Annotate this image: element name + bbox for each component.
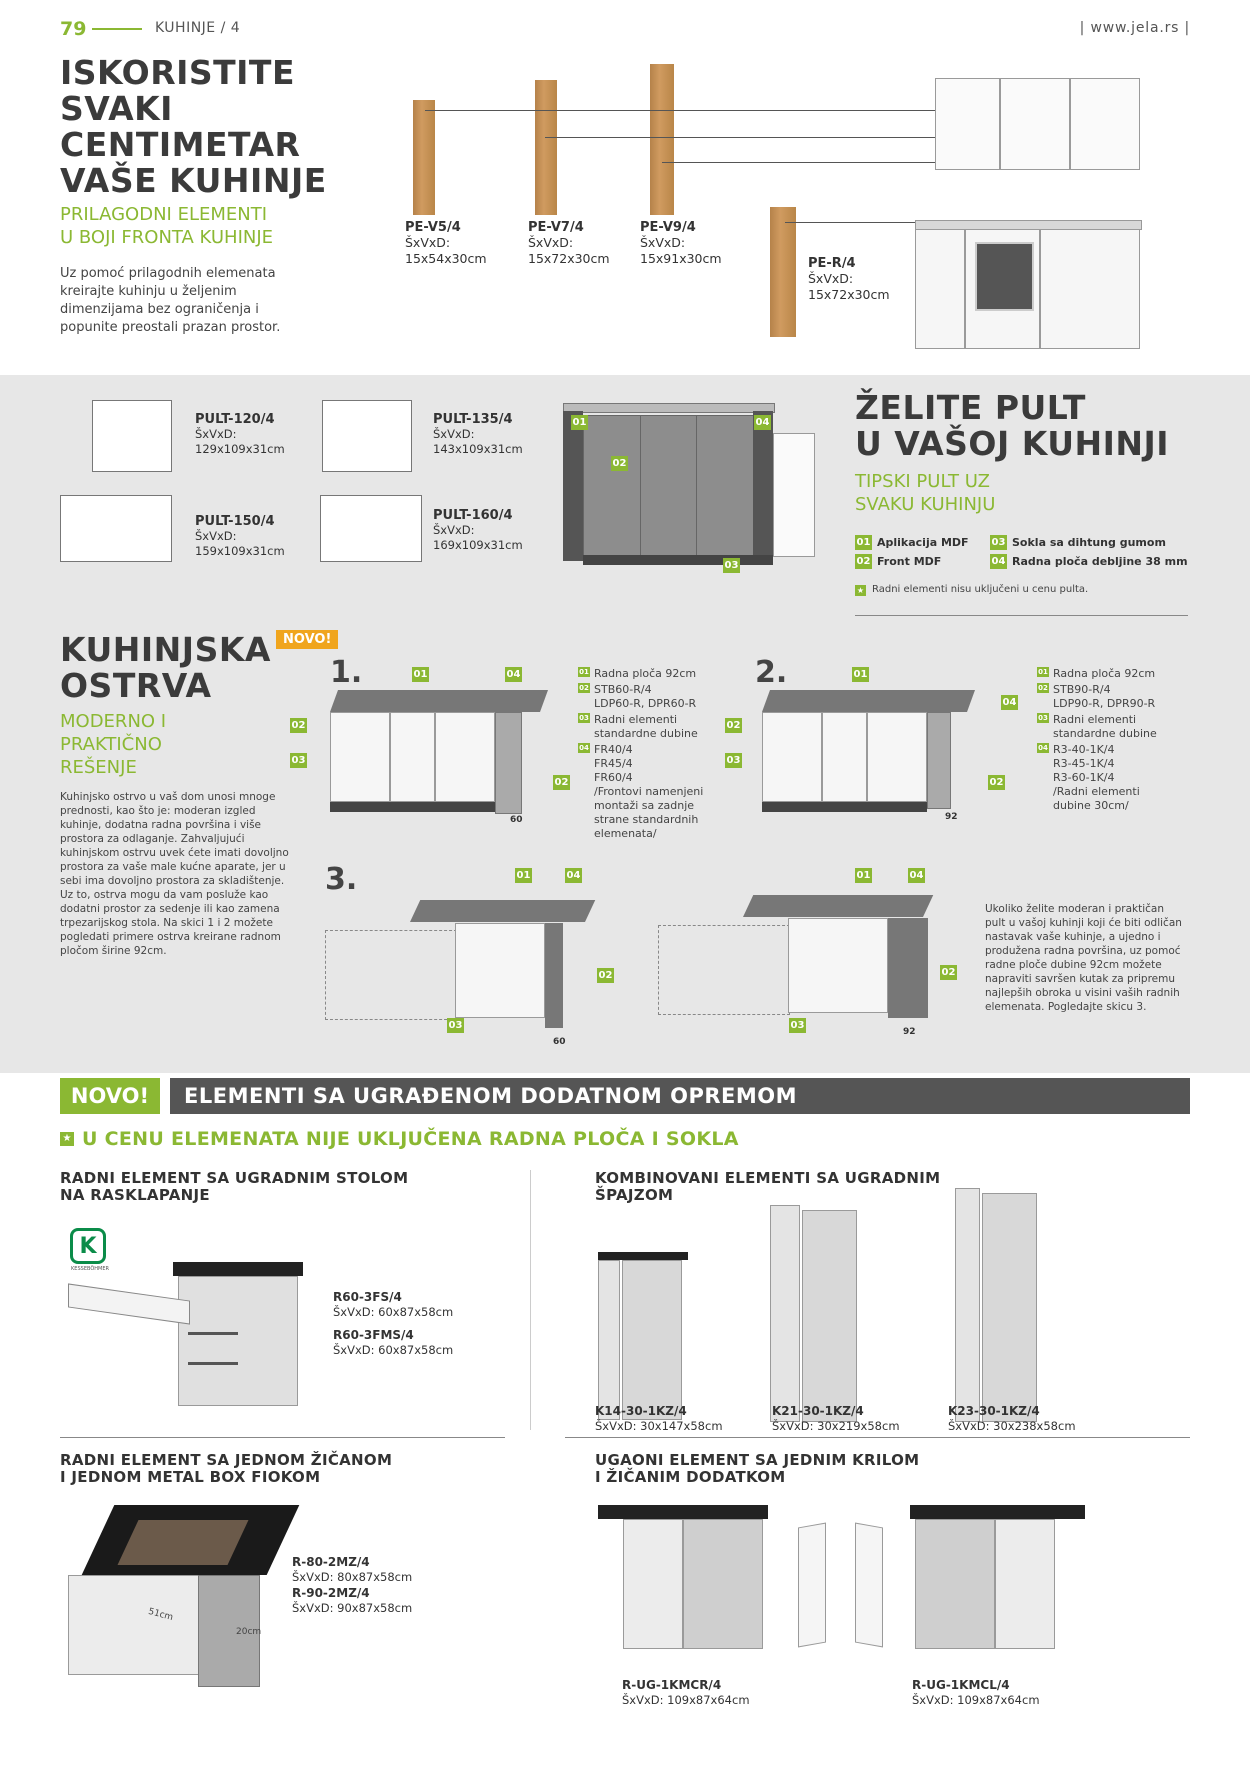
product-dims: 129x109x31cm bbox=[195, 442, 285, 456]
product-dims-label: ŠxVxD: bbox=[808, 271, 854, 286]
island-subtitle-line: REŠENJE bbox=[60, 757, 137, 778]
horizontal-divider bbox=[60, 1437, 505, 1438]
product-code: PULT-120/4 bbox=[195, 412, 275, 427]
callout-02: 02 bbox=[291, 720, 306, 731]
product-dims: ŠxVxD: 90x87x58cm bbox=[292, 1601, 413, 1615]
list-item bbox=[578, 713, 728, 741]
callout-01: 01 bbox=[853, 669, 868, 680]
product-dims-label: ŠxVxD: bbox=[195, 529, 237, 543]
list-num: 03 bbox=[1038, 714, 1048, 722]
pantry-k23-image bbox=[955, 1188, 1040, 1422]
pult-subtitle-line: SVAKU KUHINJU bbox=[855, 494, 996, 515]
list-item bbox=[1037, 713, 1197, 741]
legend-num: 01 bbox=[856, 537, 871, 548]
callout-02: 02 bbox=[941, 967, 956, 978]
callout-03: 03 bbox=[448, 1020, 463, 1031]
island-right-line: produžena radna površina, uz pomoć bbox=[985, 945, 1181, 957]
product-dims: ŠxVxD: 80x87x58cm bbox=[292, 1570, 413, 1584]
callout-04: 04 bbox=[1002, 697, 1017, 708]
island-right-line: radne ploče dubine 92cm možete bbox=[985, 959, 1162, 971]
island-right-text bbox=[985, 902, 1195, 1014]
callout-02: 02 bbox=[598, 970, 613, 981]
island-body-line: sebi ima dovoljno prostora za skladištenje. bbox=[60, 875, 285, 887]
product-code: K23-30-1KZ/4 bbox=[948, 1404, 1040, 1418]
island-sketch-3b-callouts bbox=[780, 860, 980, 1040]
list-item bbox=[1037, 667, 1197, 681]
list-line: LDP60-R, DPR60-R bbox=[594, 697, 697, 710]
list-num: 02 bbox=[1038, 684, 1048, 692]
sec4-title-line: UGAONI ELEMENT SA JEDNIM KRILOM bbox=[595, 1451, 920, 1469]
pult-main-image bbox=[563, 403, 813, 575]
product-dims-label: ŠxVxD: bbox=[528, 235, 574, 250]
top-body bbox=[60, 265, 280, 337]
website-link[interactable]: | www.jela.rs | bbox=[1079, 20, 1190, 36]
guide-line bbox=[785, 222, 915, 223]
upper-cabinet-image bbox=[935, 78, 1140, 170]
list-line: R3-40-1K/4 bbox=[1053, 743, 1115, 756]
product-pult-135 bbox=[433, 412, 523, 457]
product-code: PULT-150/4 bbox=[195, 514, 275, 529]
island-right-line: nastavak vaše kuhinje, a ujedno i bbox=[985, 931, 1161, 943]
pantry-k14-image bbox=[598, 1252, 688, 1422]
island-list-1 bbox=[578, 667, 728, 841]
list-num: 03 bbox=[579, 714, 589, 722]
legend-text: Aplikacija MDF bbox=[877, 536, 969, 549]
top-body-line: kreirajte kuhinju u željenim bbox=[60, 284, 237, 299]
legend-item bbox=[990, 535, 1166, 550]
pult-subtitle-line: TIPSKI PULT UZ bbox=[855, 471, 990, 492]
dim-label: 60 bbox=[553, 1037, 566, 1047]
product-pult-120 bbox=[195, 412, 285, 457]
island-body-line: kuhinjskom ostrvu uvek ćete imati dovoljno bbox=[60, 847, 289, 859]
product-code: PE-V9/4 bbox=[640, 220, 696, 235]
bottom-badge: NOVO! bbox=[60, 1078, 160, 1114]
sec4-title bbox=[595, 1452, 919, 1486]
sec1-image bbox=[68, 1262, 308, 1422]
legend-num: 03 bbox=[991, 537, 1006, 548]
island-body-line: kuhinje, dodatna radna površina i više bbox=[60, 819, 262, 831]
dim-label: 92 bbox=[945, 812, 958, 822]
island-title-line: OSTRVA bbox=[60, 666, 212, 705]
legend-item bbox=[855, 554, 941, 569]
product-pe-v7 bbox=[528, 220, 610, 267]
island-sketch-1-callouts bbox=[290, 665, 570, 795]
product-k14 bbox=[595, 1404, 723, 1434]
list-line: Radna ploča 92cm bbox=[1053, 667, 1156, 680]
pult-note-text: Radni elementi nisu uključeni u cenu pulta. bbox=[872, 584, 1089, 595]
island-right-line: elemenata. Pogledajte skicu 3. bbox=[985, 1001, 1147, 1013]
island-body-line: trpezarijskog stola. Na skici 1 i 2 možete bbox=[60, 917, 273, 929]
sketch-number-3: 3. bbox=[325, 862, 358, 897]
top-title-line: SVAKI bbox=[60, 89, 173, 128]
corner-l-image bbox=[850, 1505, 1085, 1655]
island-right-line: Ukoliko želite moderan i praktičan bbox=[985, 903, 1165, 915]
product-dims: ŠxVxD: 60x87x58cm bbox=[333, 1305, 454, 1319]
panel-pe-v9-image bbox=[650, 64, 674, 215]
list-line: elemenata/ bbox=[594, 827, 657, 840]
sketch-number-1: 1. bbox=[330, 655, 363, 690]
top-title bbox=[60, 55, 327, 199]
callout-03: 03 bbox=[790, 1020, 805, 1031]
product-code: R-UG-1KMCL/4 bbox=[912, 1678, 1010, 1692]
island-body-line: dodatni prostor za sedenje ili kao zamena bbox=[60, 903, 280, 915]
list-num: 04 bbox=[579, 744, 589, 752]
list-line: FR45/4 bbox=[594, 757, 633, 770]
sec1-title bbox=[60, 1170, 408, 1204]
product-code: PULT-135/4 bbox=[433, 412, 513, 427]
list-line: /Frontovi namenjeni bbox=[594, 785, 704, 798]
top-title-line: ISKORISTITE bbox=[60, 53, 295, 92]
product-code: K14-30-1KZ/4 bbox=[595, 1404, 687, 1418]
list-item bbox=[578, 667, 728, 681]
legend-text: Radna ploča debljine 38 mm bbox=[1012, 555, 1188, 568]
list-line: Radni elementi bbox=[594, 713, 678, 726]
sec3-title-line: I JEDNOM METAL BOX FIOKOM bbox=[60, 1468, 321, 1486]
sec4-title-line: I ŽIČANIM DODATKOM bbox=[595, 1468, 786, 1486]
guide-line bbox=[545, 137, 935, 138]
bottom-banner bbox=[170, 1078, 1190, 1114]
legend-num: 04 bbox=[991, 556, 1006, 567]
page-header bbox=[60, 18, 1190, 42]
product-dims: ŠxVxD: 109x87x64cm bbox=[912, 1693, 1040, 1707]
panel-pe-v7-image bbox=[535, 80, 557, 215]
list-line: FR60/4 bbox=[594, 771, 633, 784]
sec1-title-line: NA RASKLAPANJE bbox=[60, 1186, 210, 1204]
island-list-2 bbox=[1037, 667, 1197, 813]
product-code: PE-V7/4 bbox=[528, 220, 584, 235]
product-dims: 143x109x31cm bbox=[433, 442, 523, 456]
list-line: STB60-R/4 bbox=[594, 683, 652, 696]
island-right-line: napraviti savršen kutak za pripremu bbox=[985, 973, 1176, 985]
island-subtitle-line: PRAKTIČNO bbox=[60, 734, 162, 755]
product-k23 bbox=[948, 1404, 1076, 1434]
measure-label: 20cm bbox=[236, 1627, 262, 1637]
header-rule bbox=[92, 28, 142, 30]
sec3-products bbox=[292, 1555, 412, 1616]
product-dims-label: ŠxVxD: bbox=[195, 427, 237, 441]
pult-150-image bbox=[60, 495, 172, 562]
island-body-line: pločom širine 92cm. bbox=[60, 945, 167, 957]
product-dims: 15x91x30cm bbox=[640, 251, 722, 266]
bottom-note-text: U CENU ELEMENATA NIJE UKLJUČENA RADNA PLOČA I SOKLA bbox=[82, 1128, 739, 1150]
pult-120-image bbox=[92, 400, 172, 472]
callout-01: 01 bbox=[413, 669, 428, 680]
panel-pe-v5-image bbox=[413, 100, 435, 215]
sec2-title bbox=[595, 1170, 940, 1204]
top-subtitle-line: U BOJI FRONTA KUHINJE bbox=[60, 227, 274, 248]
pult-subtitle bbox=[855, 470, 995, 516]
product-code: PE-V5/4 bbox=[405, 220, 461, 235]
section-label: KUHINJE / 4 bbox=[155, 20, 241, 36]
dim-label: 60 bbox=[510, 815, 523, 825]
top-subtitle-line: PRILAGODNI ELEMENTI bbox=[60, 204, 268, 225]
legend-item bbox=[990, 554, 1188, 569]
list-item bbox=[578, 683, 728, 711]
list-line: strane standardnih bbox=[594, 813, 699, 826]
base-cabinet-image bbox=[915, 220, 1140, 360]
product-dims-label: ŠxVxD: bbox=[433, 427, 475, 441]
product-code: R-80-2MZ/4 bbox=[292, 1555, 370, 1569]
product-dims-label: ŠxVxD: bbox=[433, 523, 475, 537]
list-line: FR40/4 bbox=[594, 743, 633, 756]
product-code: R60-3FMS/4 bbox=[333, 1328, 414, 1342]
guide-line bbox=[425, 110, 935, 111]
callout-02: 02 bbox=[726, 720, 741, 731]
product-r-ug-1kmcr bbox=[622, 1678, 750, 1708]
callout-04: 04 bbox=[909, 870, 924, 881]
product-dims: 15x54x30cm bbox=[405, 251, 487, 266]
callout-01: 01 bbox=[516, 870, 531, 881]
list-item bbox=[1037, 683, 1197, 711]
divider bbox=[855, 615, 1188, 616]
callout-02: 02 bbox=[989, 777, 1004, 788]
callout-04: 04 bbox=[566, 870, 581, 881]
horizontal-divider bbox=[565, 1437, 1190, 1438]
island-subtitle bbox=[60, 710, 166, 779]
list-line: standardne dubine bbox=[594, 727, 698, 740]
list-line: R3-60-1K/4 bbox=[1053, 771, 1115, 784]
list-line: R3-45-1K/4 bbox=[1053, 757, 1115, 770]
callout-01: 01 bbox=[856, 870, 871, 881]
pantry-k21-image bbox=[770, 1205, 860, 1422]
product-code: R-UG-1KMCR/4 bbox=[622, 1678, 722, 1692]
product-pe-r bbox=[808, 256, 890, 303]
list-item bbox=[1037, 743, 1197, 813]
list-line: Radna ploča 92cm bbox=[594, 667, 697, 680]
list-num: 02 bbox=[579, 684, 589, 692]
island-body bbox=[60, 790, 290, 958]
product-dims: 15x72x30cm bbox=[808, 287, 890, 302]
product-pe-v5 bbox=[405, 220, 487, 267]
top-body-line: popunite preostali prazan prostor. bbox=[60, 320, 281, 335]
island-body-line: Kuhinjsko ostrvo u vaš dom unosi mnoge bbox=[60, 791, 276, 803]
measure-label: 51cm bbox=[147, 1606, 175, 1624]
sec1-title-line: RADNI ELEMENT SA UGRADNIM STOLOM bbox=[60, 1169, 409, 1187]
callout-03: 03 bbox=[291, 755, 306, 766]
product-dims-label: ŠxVxD: bbox=[405, 235, 451, 250]
sec2-title-line: ŠPAJZOM bbox=[595, 1186, 674, 1204]
island-body-line: prostora za vaše male kućne aparate, jer u bbox=[60, 861, 286, 873]
list-num: 01 bbox=[579, 668, 589, 676]
top-title-line: VAŠE KUHINJE bbox=[60, 161, 327, 200]
list-line: /Radni elementi bbox=[1053, 785, 1140, 798]
list-line: montaži sa zadnje bbox=[594, 799, 695, 812]
page-number: 79 bbox=[60, 18, 87, 40]
top-body-line: dimenzijama bez ograničenja i bbox=[60, 302, 259, 317]
product-code: R60-3FS/4 bbox=[333, 1290, 402, 1304]
logo-letter: K bbox=[70, 1228, 106, 1264]
island-body-line: pogledati primere ostrva kreirane radnom bbox=[60, 931, 281, 943]
sec2-title-line: KOMBINOVANI ELEMENTI SA UGRADNIM bbox=[595, 1169, 941, 1187]
top-subtitle bbox=[60, 203, 273, 249]
callout-03: 03 bbox=[724, 560, 739, 571]
island-sketch-3a-callouts bbox=[440, 860, 640, 1040]
pult-title-line: ŽELITE PULT bbox=[855, 388, 1086, 427]
callout-02: 02 bbox=[612, 458, 627, 469]
product-dims-label: ŠxVxD: bbox=[640, 235, 686, 250]
list-num: 01 bbox=[1038, 668, 1048, 676]
product-k21 bbox=[772, 1404, 900, 1434]
product-dims: ŠxVxD: 30x238x58cm bbox=[948, 1419, 1076, 1433]
list-line: standardne dubine bbox=[1053, 727, 1157, 740]
product-dims: ŠxVxD: 30x219x58cm bbox=[772, 1419, 900, 1433]
pult-note bbox=[855, 583, 1088, 597]
bottom-note bbox=[60, 1128, 739, 1150]
logo-text: KESSEBÖHMER bbox=[71, 1266, 109, 1272]
corner-r-image bbox=[598, 1505, 833, 1655]
panel-pe-r-image bbox=[770, 207, 796, 337]
product-dims: ŠxVxD: 30x147x58cm bbox=[595, 1419, 723, 1433]
sec3-title-line: RADNI ELEMENT SA JEDNOM ŽIČANOM bbox=[60, 1451, 393, 1469]
vertical-divider bbox=[530, 1170, 531, 1430]
island-body-line: Uz to, ostrva mogu da vam posluže kao bbox=[60, 889, 269, 901]
callout-04: 04 bbox=[755, 417, 770, 428]
product-dims: 169x109x31cm bbox=[433, 538, 523, 552]
product-pult-150 bbox=[195, 514, 285, 559]
pult-135-image bbox=[322, 400, 412, 472]
product-dims: 159x109x31cm bbox=[195, 544, 285, 558]
bottom-banner-text: ELEMENTI SA UGRAĐENOM DODATNOM OPREMOM bbox=[184, 1084, 798, 1108]
product-dims: 15x72x30cm bbox=[528, 251, 610, 266]
pult-160-image bbox=[320, 495, 422, 562]
island-title bbox=[60, 632, 271, 704]
list-line: dubine 30cm/ bbox=[1053, 799, 1129, 812]
island-right-line: pult u vašoj kuhinji koji će biti odličan bbox=[985, 917, 1182, 929]
product-pult-160 bbox=[433, 508, 523, 553]
list-num: 04 bbox=[1038, 744, 1048, 752]
sec1-products bbox=[333, 1290, 453, 1358]
list-line: LDP90-R, DPR90-R bbox=[1053, 697, 1156, 710]
pult-title-line: U VAŠOJ KUHINJI bbox=[855, 424, 1170, 463]
product-code: K21-30-1KZ/4 bbox=[772, 1404, 864, 1418]
product-code: PULT-160/4 bbox=[433, 508, 513, 523]
callout-01: 01 bbox=[572, 417, 587, 428]
product-dims: ŠxVxD: 60x87x58cm bbox=[333, 1343, 454, 1357]
callout-03: 03 bbox=[726, 755, 741, 766]
dim-label: 92 bbox=[903, 1027, 916, 1037]
callout-04: 04 bbox=[506, 669, 521, 680]
product-dims: ŠxVxD: 109x87x64cm bbox=[622, 1693, 750, 1707]
star-icon: ★ bbox=[856, 585, 865, 595]
island-body-line: prednosti, kao što je: moderan izgled bbox=[60, 805, 256, 817]
guide-line bbox=[662, 162, 935, 163]
product-pe-v9 bbox=[640, 220, 722, 267]
callout-02: 02 bbox=[554, 777, 569, 788]
top-title-line: CENTIMETAR bbox=[60, 125, 301, 164]
top-body-line: Uz pomoć prilagodnih elemenata bbox=[60, 266, 276, 281]
product-code: PE-R/4 bbox=[808, 256, 856, 271]
sec3-image bbox=[68, 1505, 283, 1685]
new-badge: NOVO! bbox=[276, 630, 338, 649]
list-line: Radni elementi bbox=[1053, 713, 1137, 726]
legend-item bbox=[855, 535, 969, 550]
legend-text: Front MDF bbox=[877, 555, 942, 568]
product-r-ug-1kmcl bbox=[912, 1678, 1040, 1708]
legend-num: 02 bbox=[856, 556, 871, 567]
star-icon: ★ bbox=[60, 1132, 74, 1146]
sketch-number-2: 2. bbox=[755, 655, 788, 690]
list-line: STB90-R/4 bbox=[1053, 683, 1111, 696]
island-right-line: najlepših obroka u visini vaših radnih bbox=[985, 987, 1180, 999]
island-subtitle-line: MODERNO I bbox=[60, 711, 167, 732]
pult-title bbox=[855, 390, 1169, 462]
island-title-line: KUHINJSKA bbox=[60, 630, 271, 669]
island-sketch-2-callouts bbox=[725, 665, 1025, 795]
island-body-line: prostora za odlaganje. Zahvaljujući bbox=[60, 833, 245, 845]
product-code: R-90-2MZ/4 bbox=[292, 1586, 370, 1600]
list-item bbox=[578, 743, 728, 841]
legend-text: Sokla sa dihtung gumom bbox=[1012, 536, 1166, 549]
sec3-title bbox=[60, 1452, 392, 1486]
